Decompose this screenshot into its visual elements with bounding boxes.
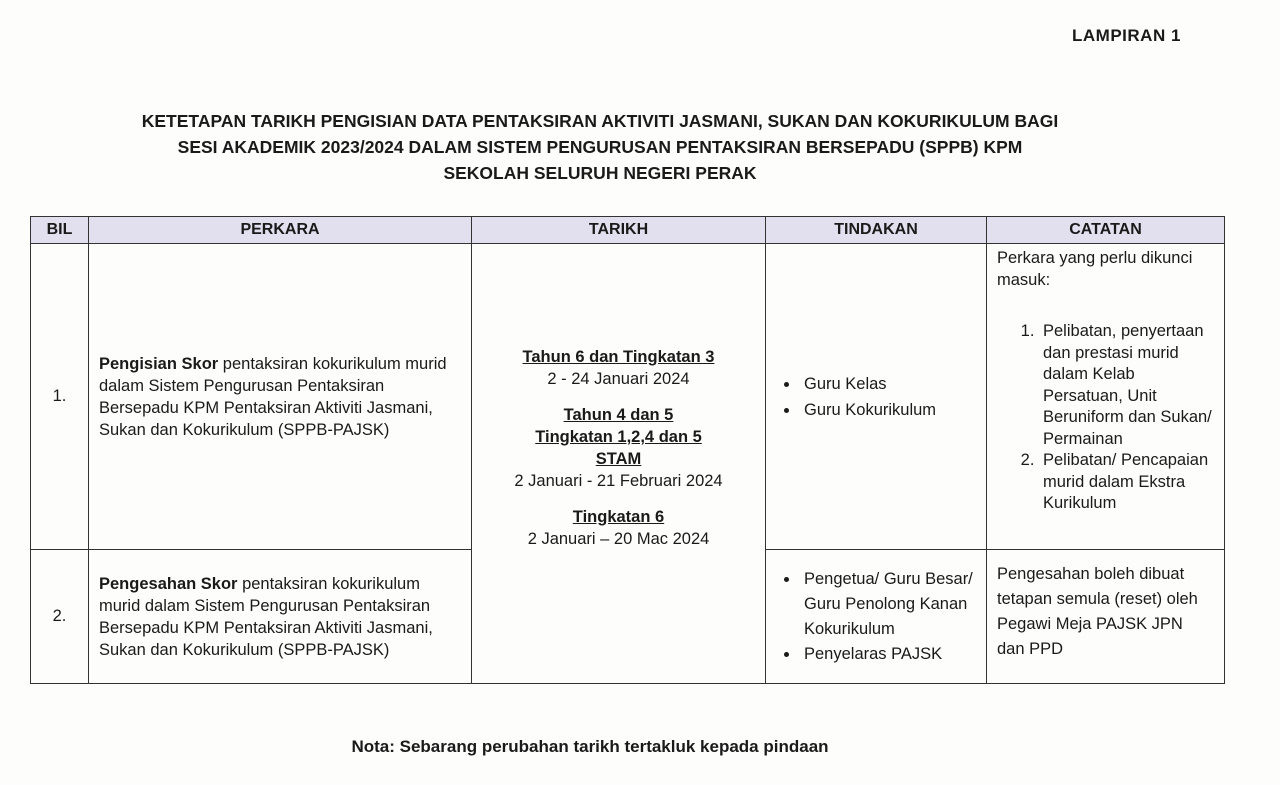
row-2-perkara-text: pentaksiran kokurikulum murid dalam Sistem Pengurusan Pentaksiran Bersepadu KPM Pentaksiran Aktiviti Jasmani, Sukan dan Kokurikulum (SPPB-PAJSK)	[99, 574, 433, 659]
row-1-bil: 1.	[31, 244, 89, 550]
tarikh-group-1	[472, 346, 765, 390]
attachment-label: LAMPIRAN 1	[1072, 26, 1181, 45]
row-1-catatan	[987, 244, 1225, 550]
tarikh-heading: STAM	[595, 450, 642, 468]
row-2-catatan: Pengesahan boleh dibuat tetapan semula (reset) oleh Pegawi Meja PAJSK JPN dan PPD	[987, 550, 1225, 684]
tarikh-heading: Tahun 6 dan Tingkatan 3	[522, 348, 715, 366]
header-bil: BIL	[31, 217, 89, 244]
schedule-table	[30, 216, 1225, 684]
table-row	[31, 244, 1225, 550]
row-2-perkara-bold: Pengesahan Skor	[99, 574, 238, 593]
tarikh-group-2	[472, 404, 765, 492]
list-item: • Guru Kokurikulum	[800, 397, 986, 423]
tindakan-list	[766, 567, 986, 667]
row-1-perkara-text: pentaksiran kokurikulum murid dalam Sistem Pengurusan Pentaksiran Bersepadu KPM Pentaksiran Aktiviti Jasmani, Sukan dan Kokurikulum (SPPB-PAJSK)	[99, 354, 447, 439]
row-1-perkara-bold: Pengisian Skor	[99, 354, 219, 373]
catatan-intro: Perkara yang perlu dikunci masuk:	[997, 249, 1193, 289]
tarikh-date: 2 Januari - 21 Februari 2024	[514, 472, 723, 490]
tindakan-list	[766, 371, 986, 423]
row-2-bil: 2.	[31, 550, 89, 684]
header-perkara: PERKARA	[89, 217, 472, 244]
tarikh-heading: Tingkatan 6	[572, 508, 665, 526]
row-2-tindakan	[766, 550, 987, 684]
list-item: 2. Pelibatan/ Pencapaian murid dalam Ekstra Kurikulum	[1039, 450, 1214, 515]
header-catatan: CATATAN	[987, 217, 1225, 244]
row-1-perkara	[89, 244, 472, 550]
table-header-row	[31, 217, 1225, 244]
row-1-tindakan	[766, 244, 987, 550]
list-item: • Guru Kelas	[800, 371, 986, 397]
tarikh-group-3	[472, 506, 765, 550]
footnote: Nota: Sebarang perubahan tarikh tertakluk kepada pindaan	[351, 737, 829, 756]
row-2-perkara	[89, 550, 472, 684]
title-line-1: KETETAPAN TARIKH PENGISIAN DATA PENTAKSIRAN AKTIVITI JASMANI, SUKAN DAN KOKURIKULUM BAGI	[141, 111, 1059, 131]
tarikh-cell	[472, 244, 766, 684]
document-title	[30, 108, 1170, 186]
title-line-2: SESI AKADEMIK 2023/2024 DALAM SISTEM PENGURUSAN PENTAKSIRAN BERSEPADU (SPPB) KPM	[177, 137, 1023, 157]
list-item: • Pengetua/ Guru Besar/ Guru Penolong Kanan Kokurikulum	[800, 567, 986, 642]
tarikh-heading: Tahun 4 dan 5	[563, 406, 674, 424]
tarikh-date: 2 - 24 Januari 2024	[547, 370, 690, 388]
header-tarikh: TARIKH	[472, 217, 766, 244]
catatan-list	[997, 321, 1214, 515]
list-item: 1. Pelibatan, penyertaan dan prestasi murid dalam Kelab Persatuan, Unit Beruniform dan Sukan/ Permainan	[1039, 321, 1214, 450]
header-tindakan: TINDAKAN	[766, 217, 987, 244]
title-line-3: SEKOLAH SELURUH NEGERI PERAK	[443, 163, 757, 183]
tarikh-date: 2 Januari – 20 Mac 2024	[527, 530, 710, 548]
list-item: • Penyelaras PAJSK	[800, 642, 986, 667]
tarikh-heading: Tingkatan 1,2,4 dan 5	[535, 428, 702, 446]
